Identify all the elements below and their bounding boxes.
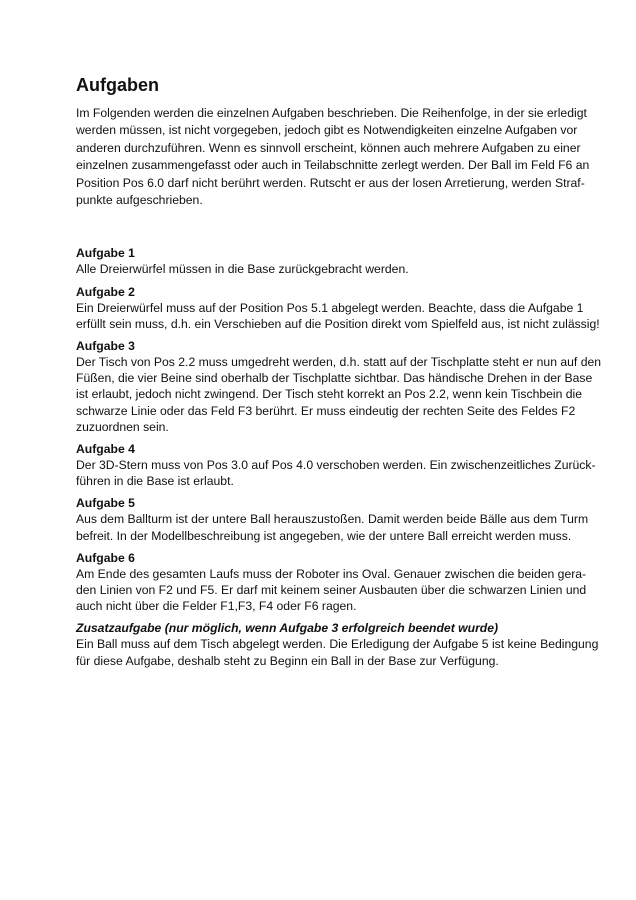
extra-task-heading: Zusatzaufgabe (nur möglich, wenn Aufgabe 3 erfolgreich beendet wurde) <box>76 621 499 636</box>
task-6 <box>76 551 596 615</box>
task-line: erfüllt sein muss, d.h. ein Verschieben auf die Position direkt vom Spielfeld aus, ist nicht zulässig! <box>76 316 600 331</box>
intro-line: einzelnen zusammengefasst oder auch in Teilabschnitte zerlegt werden. Der Ball im Feld F6 an <box>76 158 590 173</box>
task-line: Am Ende des gesamten Laufs muss der Roboter ins Oval. Genauer zwischen die beiden gera- <box>76 566 587 581</box>
intro-line: Position Pos 6.0 darf nicht berührt werden. Rutscht er aus der losen Arretierung, werden Straf- <box>76 175 585 190</box>
task-list <box>76 246 602 668</box>
task-description <box>76 457 596 489</box>
task-heading: Aufgabe 1 <box>76 246 135 261</box>
task-description <box>76 566 596 615</box>
page-title: Aufgaben <box>76 75 159 95</box>
task-line: für diese Aufgabe, deshalb steht zu Beginn ein Ball in der Base zur Verfügung. <box>76 653 499 668</box>
task-line: den Linien von F2 und F5. Er darf mit keinem seiner Ausbauten über die schwarzen Linien und <box>76 583 587 598</box>
task-line: ist erlaubt, jedoch nicht zwingend. Der Tisch steht korrekt an Pos 2.2, wenn kein Tischbein die <box>76 387 583 402</box>
task-line: Alle Dreierwürfel müssen in die Base zurückgebracht werden. <box>76 262 409 277</box>
task-line: Aus dem Ballturm ist der untere Ball herauszustoßen. Damit werden beide Bälle aus dem Turm <box>76 512 589 527</box>
task-line: Ein Dreierwürfel muss auf der Position Pos 5.1 abgelegt werden. Beachte, dass die Aufgabe 1 <box>76 300 584 315</box>
task-description <box>76 511 596 543</box>
task-heading: Aufgabe 3 <box>76 339 135 354</box>
task-line: Der Tisch von Pos 2.2 muss umgedreht werden, d.h. statt auf der Tischplatte steht er nun auf den <box>76 355 602 370</box>
task-heading: Aufgabe 5 <box>76 496 135 511</box>
task-1 <box>76 246 596 277</box>
task-extra <box>76 621 599 668</box>
intro-line: werden müssen, ist nicht vorgegeben, jedoch gibt es Notwendigkeiten einzelne Aufgaben vor <box>76 123 578 138</box>
document-page <box>76 74 602 676</box>
task-5 <box>76 496 596 543</box>
intro-line: anderen durchzuführen. Wenn es sinnvoll erscheint, können auch mehrere Aufgaben zu einer <box>76 140 581 155</box>
task-description <box>76 354 602 435</box>
task-line: Füßen, die vier Beine sind oberhalb der Tischplatte sichtbar. Das händische Drehen in der Base <box>76 371 593 386</box>
task-3 <box>76 339 602 435</box>
task-heading: Aufgabe 4 <box>76 442 135 457</box>
task-line: führen in die Base ist erlaubt. <box>76 474 234 489</box>
task-line: auch nicht über die Felder F1,F3, F4 oder F6 ragen. <box>76 599 357 614</box>
task-heading: Aufgabe 2 <box>76 284 135 299</box>
task-line: Der 3D-Stern muss von Pos 3.0 auf Pos 4.0 verschoben werden. Ein zwischenzeitliches Zurück- <box>76 458 596 473</box>
task-description <box>76 636 599 668</box>
task-description <box>76 261 596 277</box>
task-2 <box>76 284 600 332</box>
intro-paragraph <box>76 105 596 209</box>
intro-line: Im Folgenden werden die einzelnen Aufgaben beschrieben. Die Reihenfolge, in der sie erledigt <box>76 106 587 120</box>
task-line: befreit. In der Modellbeschreibung ist angegeben, wie der untere Ball erreicht werden muss. <box>76 528 572 543</box>
task-heading: Aufgabe 6 <box>76 550 135 565</box>
task-line: zuzuordnen sein. <box>76 419 169 434</box>
task-line: Ein Ball muss auf dem Tisch abgelegt werden. Die Erledigung der Aufgabe 5 ist keine Bedingung <box>76 637 599 652</box>
task-line: schwarze Linie oder das Feld F3 berührt. Er muss eindeutig der rechten Seite des Feldes F2 <box>76 403 576 418</box>
intro-line: punkte aufgeschrieben. <box>76 193 203 208</box>
task-4 <box>76 442 596 489</box>
task-description <box>76 300 600 332</box>
